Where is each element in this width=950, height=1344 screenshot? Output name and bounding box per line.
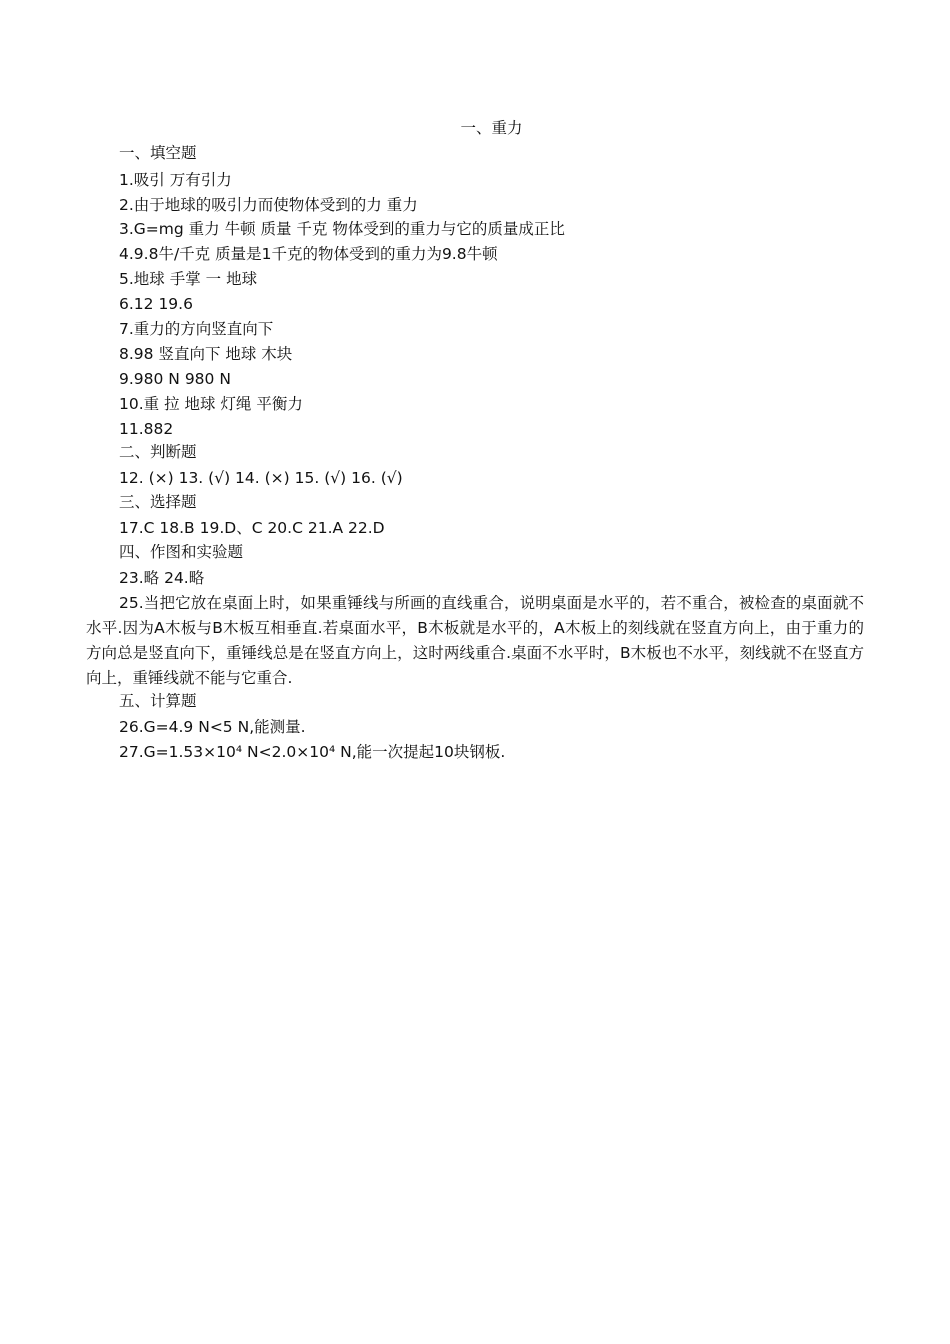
answer-6: 6.12 19.6 [119,295,193,313]
answer-4: 4.9.8牛/千克 质量是1千克的物体受到的重力为9.8牛顿 [119,245,498,263]
answer-25-paragraph: 25.当把它放在桌面上时，如果重锤线与所画的直线重合，说明桌面是水平的，若不重合，被检查的桌面就不水平.因为A木板与B木板互相垂直.若桌面水平，B木板就是水平的，A木板上的刻线就在竖直方向上，由于重力的方向总是竖直向下，重锤线总是在竖直方向上，这时两线重合.桌面不水平时，B木板也不水平，刻线就不在竖直方向上，重锤线就不能与它重合. [86,594,864,687]
answer-26: 26.G=4.9 N<5 N,能测量. [119,718,306,736]
answer-10: 10.重 拉 地球 灯绳 平衡力 [119,395,303,413]
answer-23-24: 23.略 24.略 [119,569,205,587]
section-heading-calculation: 五、计算题 [119,692,197,710]
answer-1: 1.吸引 万有引力 [119,171,232,189]
answer-7: 7.重力的方向竖直向下 [119,320,274,338]
answer-3: 3.G=mg 重力 牛顿 质量 千克 物体受到的重力与它的质量成正比 [119,220,565,238]
answer-12-16: 12. (×) 13. (√) 14. (×) 15. (√) 16. (√) [119,469,403,487]
section-heading-fill-blank: 一、填空题 [119,144,197,162]
answer-2: 2.由于地球的吸引力而使物体受到的力 重力 [119,196,418,214]
answer-27: 27.G=1.53×10⁴ N<2.0×10⁴ N,能一次提起10块钢板. [119,743,506,761]
page-title: 一、重力 [460,119,523,137]
answer-5: 5.地球 手掌 一 地球 [119,270,258,288]
answer-8: 8.98 竖直向下 地球 木块 [119,345,293,363]
answer-11: 11.882 [119,420,174,438]
answer-9: 9.980 N 980 N [119,370,231,388]
section-heading-drawing-experiment: 四、作图和实验题 [119,543,244,561]
section-heading-true-false: 二、判断题 [119,443,197,461]
answer-17-22: 17.C 18.B 19.D、C 20.C 21.A 22.D [119,519,385,537]
section-heading-multiple-choice: 三、选择题 [119,493,197,511]
